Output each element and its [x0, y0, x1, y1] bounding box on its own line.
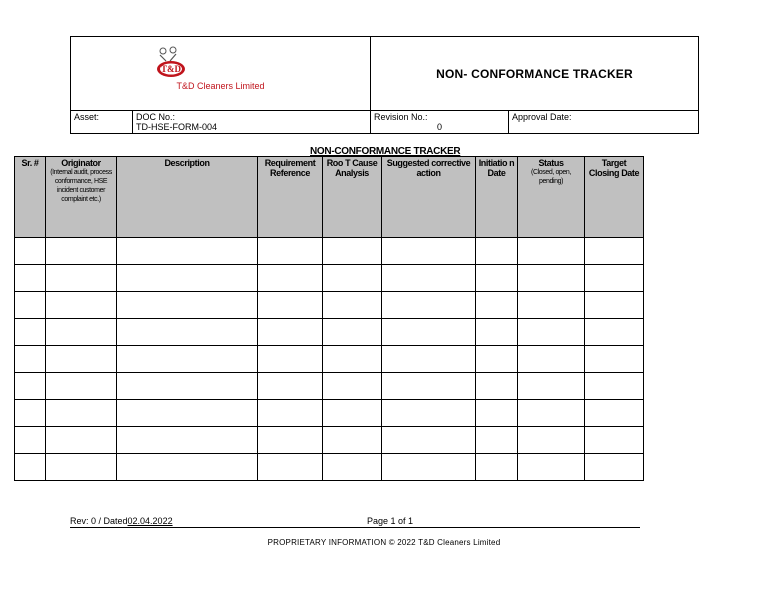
table-cell[interactable]: [46, 454, 117, 481]
table-cell[interactable]: [258, 292, 323, 319]
table-cell[interactable]: [518, 373, 585, 400]
asset-field: [71, 111, 133, 134]
table-cell[interactable]: [15, 238, 46, 265]
table-cell[interactable]: [382, 292, 476, 319]
table-cell[interactable]: [382, 454, 476, 481]
table-cell[interactable]: [258, 319, 323, 346]
table-cell[interactable]: [518, 427, 585, 454]
table-cell[interactable]: [585, 292, 644, 319]
col-sublabel: (Closed, open, pending): [531, 169, 571, 185]
approval-field: [509, 111, 699, 134]
table-cell[interactable]: [117, 319, 258, 346]
table-cell[interactable]: [518, 292, 585, 319]
table-cell[interactable]: [382, 346, 476, 373]
table-cell[interactable]: [258, 427, 323, 454]
col-label: Initiatio n Date: [478, 158, 515, 178]
table-row: [15, 238, 644, 265]
table-cell[interactable]: [518, 400, 585, 427]
table-cell[interactable]: [46, 292, 117, 319]
table-row: [15, 265, 644, 292]
col-status: [518, 157, 585, 238]
table-cell[interactable]: [46, 400, 117, 427]
table-cell[interactable]: [518, 454, 585, 481]
col-label: Requirement Reference: [264, 158, 316, 178]
col-sr: [15, 157, 46, 238]
table-cell[interactable]: [117, 238, 258, 265]
col-initiation-date: [476, 157, 518, 238]
table-cell[interactable]: [117, 346, 258, 373]
table-cell[interactable]: [258, 346, 323, 373]
revision-label: Revision No.:: [374, 112, 428, 122]
col-sublabel: (Internal audit, process conformance, HSE incident customer complaint etc.): [50, 169, 112, 203]
table-row: [15, 373, 644, 400]
table-cell[interactable]: [117, 454, 258, 481]
table-cell[interactable]: [258, 265, 323, 292]
table-cell[interactable]: [46, 238, 117, 265]
table-row: [15, 292, 644, 319]
table-cell[interactable]: [518, 346, 585, 373]
table-cell[interactable]: [46, 319, 117, 346]
table-cell[interactable]: [323, 454, 382, 481]
dated-value: 02.04.2022: [127, 516, 173, 526]
company-name: T&D Cleaners Limited: [176, 81, 265, 91]
col-label: Status: [538, 158, 564, 168]
revision-value: 0: [436, 122, 442, 132]
logo-cell: [71, 37, 371, 111]
table-cell[interactable]: [117, 427, 258, 454]
table-cell[interactable]: [258, 400, 323, 427]
table-cell[interactable]: [15, 265, 46, 292]
table-cell[interactable]: [382, 265, 476, 292]
document-header: [70, 36, 699, 134]
table-cell[interactable]: [15, 292, 46, 319]
table-cell[interactable]: [323, 265, 382, 292]
table-cell[interactable]: [117, 400, 258, 427]
table-cell[interactable]: [476, 346, 518, 373]
page-number: Page 1 of 1: [367, 516, 414, 526]
col-target-closing: [585, 157, 644, 238]
table-cell[interactable]: [323, 427, 382, 454]
table-cell[interactable]: [15, 427, 46, 454]
table-cell[interactable]: [518, 319, 585, 346]
col-label: Target Closing Date: [588, 158, 640, 178]
table-cell[interactable]: [518, 238, 585, 265]
table-cell[interactable]: [585, 265, 644, 292]
table-cell[interactable]: [323, 238, 382, 265]
table-cell[interactable]: [585, 454, 644, 481]
table-cell[interactable]: [476, 454, 518, 481]
table-row: [15, 454, 644, 481]
table-cell[interactable]: [15, 346, 46, 373]
logo-text: T&D: [161, 64, 181, 74]
table-cell[interactable]: [46, 346, 117, 373]
table-row: [15, 319, 644, 346]
table-cell[interactable]: [15, 454, 46, 481]
table-cell[interactable]: [585, 400, 644, 427]
col-label: Originator: [61, 158, 101, 168]
doc-no-label: DOC No.:: [136, 112, 176, 122]
doc-no-field: [133, 111, 371, 134]
table-cell[interactable]: [518, 265, 585, 292]
proprietary-notice: PROPRIETARY INFORMATION © 2022 T&D Cleaners Limited: [267, 538, 501, 547]
col-label: Description: [164, 158, 210, 168]
table-cell[interactable]: [323, 400, 382, 427]
revision-field: [371, 111, 509, 134]
table-cell[interactable]: [46, 265, 117, 292]
tracker-body: [15, 238, 644, 481]
table-cell[interactable]: [258, 373, 323, 400]
rev-label: Rev: 0 / Dated: [70, 516, 128, 526]
table-cell[interactable]: [476, 373, 518, 400]
footer-line: [70, 516, 640, 528]
tracker-title: NON-CONFORMANCE TRACKER: [310, 146, 461, 157]
table-cell[interactable]: [15, 319, 46, 346]
table-cell[interactable]: [476, 238, 518, 265]
table-cell[interactable]: [15, 400, 46, 427]
col-label: Suggested corrective action: [386, 158, 471, 178]
table-cell[interactable]: [117, 265, 258, 292]
table-row: [15, 346, 644, 373]
table-cell[interactable]: [323, 373, 382, 400]
table-cell[interactable]: [117, 292, 258, 319]
col-label: Sr. #: [21, 158, 39, 168]
col-requirement: [258, 157, 323, 238]
table-cell[interactable]: [382, 319, 476, 346]
tracker-table: [14, 156, 644, 481]
table-cell[interactable]: [46, 373, 117, 400]
table-cell[interactable]: [117, 373, 258, 400]
table-cell[interactable]: [323, 346, 382, 373]
table-cell[interactable]: [382, 373, 476, 400]
company-logo: [151, 45, 191, 79]
table-cell[interactable]: [323, 292, 382, 319]
table-row: [15, 427, 644, 454]
col-corrective-action: [382, 157, 476, 238]
doc-no-value: TD-HSE-FORM-004: [136, 122, 218, 132]
table-cell[interactable]: [382, 238, 476, 265]
col-label: Roo T Cause Analysis: [326, 158, 378, 178]
table-cell[interactable]: [585, 427, 644, 454]
table-cell[interactable]: [382, 400, 476, 427]
table-cell[interactable]: [46, 427, 117, 454]
table-cell[interactable]: [585, 373, 644, 400]
table-cell[interactable]: [585, 319, 644, 346]
table-cell[interactable]: [585, 346, 644, 373]
table-row: [15, 400, 644, 427]
form-title: NON- CONFORMANCE TRACKER: [371, 37, 699, 111]
table-cell[interactable]: [15, 373, 46, 400]
col-originator: [46, 157, 117, 238]
table-cell[interactable]: [476, 265, 518, 292]
table-cell[interactable]: [382, 427, 476, 454]
col-description: [117, 157, 258, 238]
table-cell[interactable]: [258, 454, 323, 481]
table-cell[interactable]: [476, 400, 518, 427]
table-cell[interactable]: [476, 427, 518, 454]
col-root-cause: [323, 157, 382, 238]
approval-label: Approval Date:: [512, 112, 572, 122]
table-cell[interactable]: [323, 319, 382, 346]
table-cell[interactable]: [258, 238, 323, 265]
asset-label: Asset:: [74, 112, 100, 122]
tracker-header-row: [15, 157, 644, 238]
table-cell[interactable]: [585, 238, 644, 265]
table-cell[interactable]: [476, 319, 518, 346]
table-cell[interactable]: [476, 292, 518, 319]
